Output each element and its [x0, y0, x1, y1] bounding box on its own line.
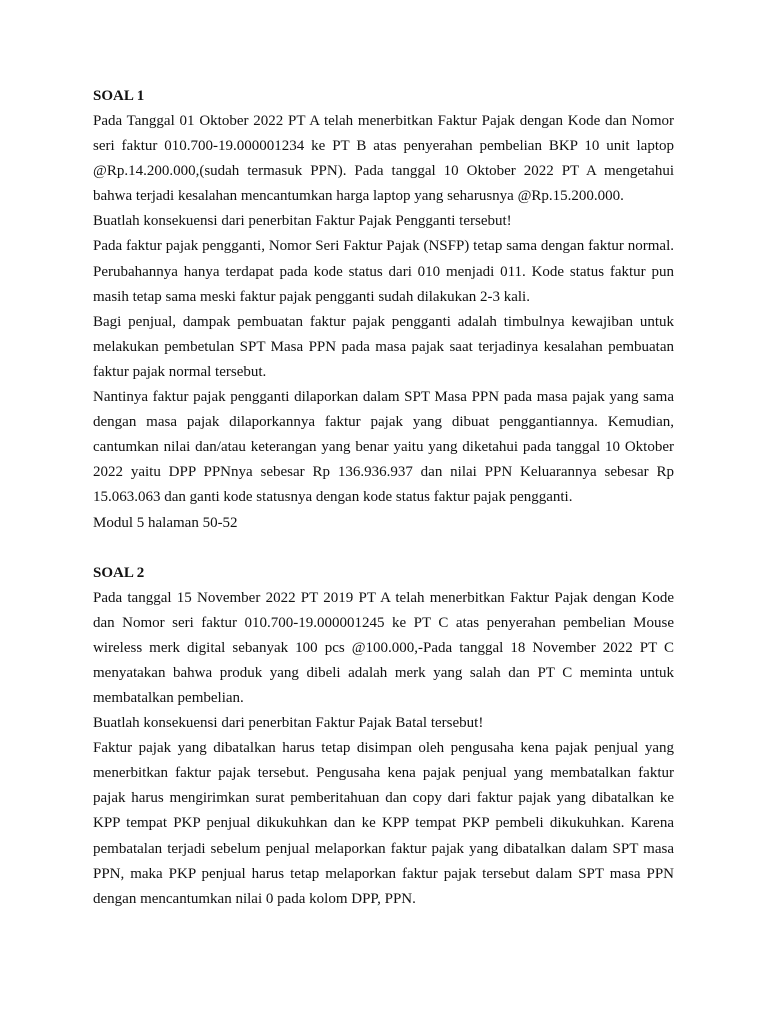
soal-1-reference: Modul 5 halaman 50-52 — [93, 514, 238, 531]
soal-2-section — [93, 561, 674, 912]
soal-1-answer-seller-impact: Bagi penjual, dampak pembuatan faktur pajak pengganti adalah timbulnya kewajiban untuk melakukan pembetulan SPT Masa PPN pada masa pajak saat terjadinya kesalahan pembuatan faktur pajak normal tersebut. — [93, 313, 674, 380]
soal-1-section — [93, 84, 674, 536]
soal-2-heading: SOAL 2 — [93, 564, 145, 581]
soal-1-answer-reporting: Nantinya faktur pajak pengganti dilaporkan dalam SPT Masa PPN pada masa pajak yang sama dengan masa pajak dilaporkannya faktur pajak yang dibuat penggantiannya. Kemudian, cantumkan nilai dan/atau keterangan yang benar yaitu yang diketahui pada tanggal 10 Oktober 2022 yaitu DPP PPNnya sebesar Rp 136.936.937 dan nilai PPN Keluarannya sebesar Rp 15.063.063 dan ganti kode statusnya dengan kode status faktur pajak pengganti. — [93, 389, 674, 506]
soal-2-instruction: Buatlah konsekuensi dari penerbitan Faktur Pajak Batal tersebut! — [93, 715, 484, 732]
soal-1-answer-nsfp: Pada faktur pajak pengganti, Nomor Seri Faktur Pajak (NSFP) tetap sama dengan faktur normal. Perubahannya hanya terdapat pada kode status dari 010 menjadi 011. Kode status faktur pun masih tetap sama meski faktur pajak pengganti sudah dilakukan 2-3 kali. — [93, 238, 674, 305]
soal-2-question: Pada tanggal 15 November 2022 PT 2019 PT A telah menerbitkan Faktur Pajak dengan Kode dan Nomor seri faktur 010.700-19.000001245 ke PT C atas penyerahan pembelian Mouse wireless merk digital sebanyak 100 pcs @100.000,-Pada tanggal 18 November 2022 PT C menyatakan bahwa produk yang dibeli adalah merk yang salah dan PT C meminta untuk membatalkan pembelian. — [93, 589, 674, 706]
soal-1-heading: SOAL 1 — [93, 88, 145, 104]
soal-1-instruction: Buatlah konsekuensi dari penerbitan Faktur Pajak Pengganti tersebut! — [93, 213, 512, 230]
soal-1-question: Pada Tanggal 01 Oktober 2022 PT A telah menerbitkan Faktur Pajak dengan Kode dan Nomor seri faktur 010.700-19.000001234 ke PT B atas penyerahan pembelian BKP 10 unit laptop @Rp.14.200.000,(sudah termasuk PPN). Pada tanggal 10 Oktober 2022 PT A mengetahui bahwa terjadi kesalahan mencantumkan harga laptop yang seharusnya @Rp.15.200.000. — [93, 113, 674, 205]
soal-2-answer: Faktur pajak yang dibatalkan harus tetap disimpan oleh pengusaha kena pajak penjual yang menerbitkan faktur pajak tersebut. Pengusaha kena pajak penjual yang membatalkan faktur pajak harus mengirimkan surat pemberitahuan dan copy dari faktur pajak yang dibatalkan ke KPP tempat PKP penjual dikukuhkan dan ke KPP tempat PKP pembeli dikukuhkan. Karena pembatalan terjadi sebelum penjual melaporkan faktur pajak yang dibatalkan dalam SPT masa PPN, maka PKP penjual harus tetap melaporkan faktur pajak tersebut dalam SPT masa PPN dengan mencantumkan nilai 0 pada kolom DPP, PPN. — [93, 740, 674, 907]
